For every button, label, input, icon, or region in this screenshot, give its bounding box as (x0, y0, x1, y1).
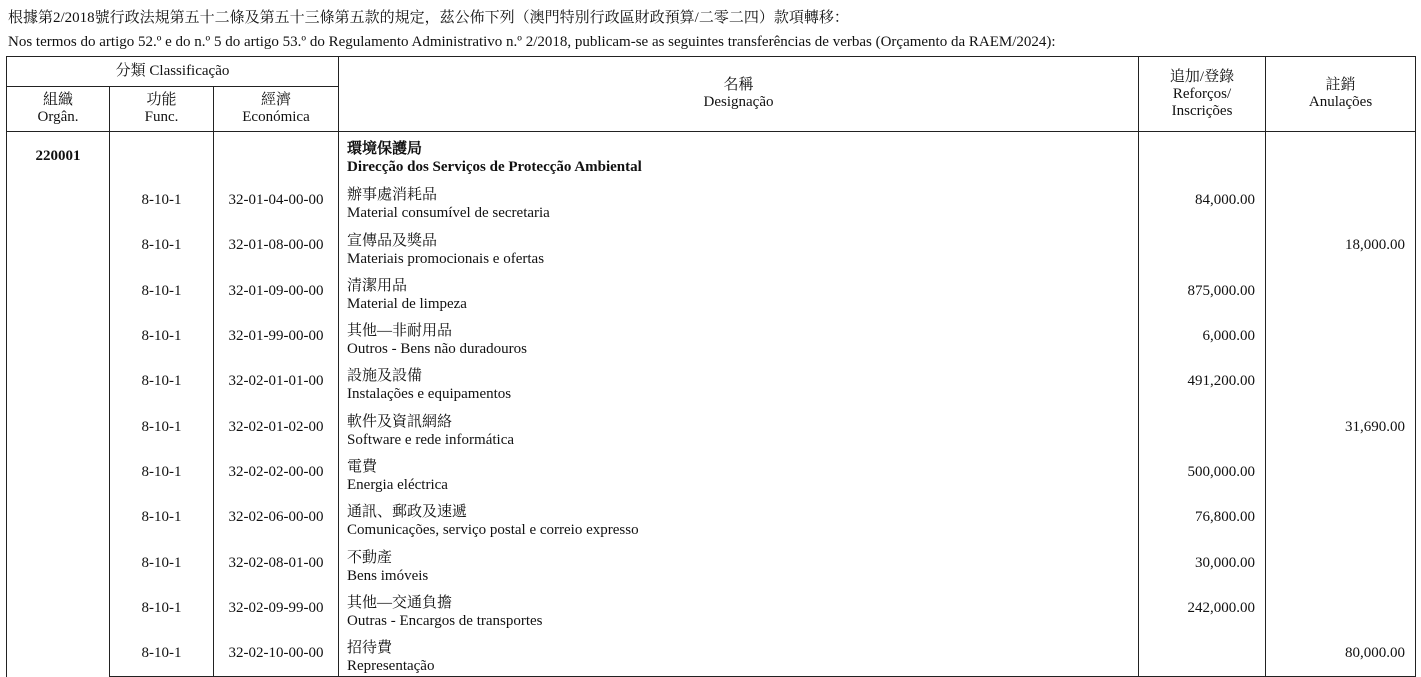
item-name-zh: 通訊、郵政及速遞 (347, 504, 468, 521)
entity-anu-cell (1266, 132, 1416, 179)
designation-header-zh: 名稱 (723, 77, 754, 93)
econ-code: 32-02-02-00-00 (214, 450, 339, 495)
table-row (7, 359, 1416, 404)
item-designation (339, 314, 1139, 359)
item-designation (339, 359, 1139, 404)
item-designation (339, 269, 1139, 314)
item-designation (339, 631, 1139, 677)
reinforcement-amount: 84,000.00 (1139, 178, 1266, 223)
reinforcement-amount: 30,000.00 (1139, 540, 1266, 585)
reinforcements-header-zh: 追加/登錄 (1169, 68, 1235, 85)
item-designation (339, 586, 1139, 631)
item-name-pt: Software e rede informática (347, 431, 515, 448)
item-designation (339, 178, 1139, 223)
item-designation (339, 540, 1139, 585)
func-code: 8-10-1 (110, 631, 214, 677)
reinforcements-header-pt2: Inscrições (1171, 102, 1233, 119)
entity-func-cell (110, 132, 214, 179)
budget-transfer-table (6, 56, 1416, 677)
econ-header (214, 87, 339, 132)
org-code: 220001 (7, 132, 110, 677)
cancellations-header (1266, 57, 1416, 132)
item-name-zh: 辦事處消耗品 (347, 187, 438, 204)
table-row (7, 540, 1416, 585)
item-name-pt: Outros - Bens não duradouros (347, 341, 527, 358)
func-code: 8-10-1 (110, 540, 214, 585)
entity-ref-cell (1139, 132, 1266, 179)
reinforcement-amount: 76,800.00 (1139, 495, 1266, 540)
cancellation-amount (1266, 586, 1416, 631)
cancellation-amount (1266, 450, 1416, 495)
econ-code: 32-02-10-00-00 (214, 631, 339, 677)
cancellation-amount (1266, 495, 1416, 540)
econ-code: 32-02-08-01-00 (214, 540, 339, 585)
func-code: 8-10-1 (110, 404, 214, 449)
item-name-pt: Representação (347, 658, 435, 675)
designation-header (339, 57, 1139, 132)
func-code: 8-10-1 (110, 223, 214, 268)
org-header (7, 87, 110, 132)
func-code: 8-10-1 (110, 495, 214, 540)
econ-header-pt: Económica (242, 109, 310, 125)
item-name-zh: 其他—交通負擔 (347, 594, 453, 611)
reinforcement-amount: 6,000.00 (1139, 314, 1266, 359)
cancellation-amount: 31,690.00 (1266, 404, 1416, 449)
cancellation-amount (1266, 359, 1416, 404)
cancellation-amount (1266, 178, 1416, 223)
item-name-pt: Material consumível de secretaria (347, 205, 550, 222)
entity-row (7, 132, 1416, 179)
cancellation-amount (1266, 314, 1416, 359)
econ-code: 32-02-09-99-00 (214, 586, 339, 631)
econ-code: 32-01-99-00-00 (214, 314, 339, 359)
item-name-pt: Energia eléctrica (347, 477, 448, 494)
table-row (7, 631, 1416, 677)
func-code: 8-10-1 (110, 359, 214, 404)
item-name-zh: 不動產 (347, 549, 393, 566)
item-name-pt: Instalações e equipamentos (347, 386, 512, 403)
item-name-zh: 其他—非耐用品 (347, 323, 453, 340)
reinforcement-amount: 875,000.00 (1139, 269, 1266, 314)
econ-code: 32-02-06-00-00 (214, 495, 339, 540)
item-name-pt: Materiais promocionais e ofertas (347, 250, 545, 267)
item-name-zh: 宣傳品及獎品 (347, 232, 438, 249)
reinforcements-header-pt1: Reforços/ (1172, 85, 1232, 102)
cancellations-header-pt: Anulações (1308, 94, 1373, 110)
reinforcement-amount: 242,000.00 (1139, 586, 1266, 631)
cancellation-amount: 80,000.00 (1266, 631, 1416, 677)
econ-code: 32-02-01-01-00 (214, 359, 339, 404)
func-header-pt: Func. (144, 109, 179, 125)
func-code: 8-10-1 (110, 450, 214, 495)
table-row (7, 314, 1416, 359)
org-header-pt: Orgân. (37, 109, 79, 125)
reinforcement-amount (1139, 631, 1266, 677)
econ-code: 32-01-08-00-00 (214, 223, 339, 268)
item-name-zh: 設施及設備 (347, 368, 423, 385)
reinforcements-header (1139, 57, 1266, 132)
entity-designation (339, 132, 1139, 179)
item-designation (339, 495, 1139, 540)
item-name-pt: Bens imóveis (347, 567, 429, 584)
reinforcement-amount (1139, 223, 1266, 268)
table-row (7, 495, 1416, 540)
item-name-zh: 電費 (347, 459, 378, 476)
table-row (7, 223, 1416, 268)
intro-text-portuguese: Nos termos do artigo 52.º e do n.º 5 do artigo 53.º do Regulamento Administrativo n.º 2/2018, publicam-se as seguintes transferências de verbas (Orçamento da RAEM/2024): (8, 34, 1056, 50)
designation-header-pt: Designação (703, 94, 774, 110)
entity-econ-cell (214, 132, 339, 179)
table-body (7, 132, 1416, 677)
table-row (7, 404, 1416, 449)
entity-name-zh: 環境保護局 (347, 141, 423, 157)
item-name-zh: 軟件及資訊網絡 (347, 413, 453, 430)
func-code: 8-10-1 (110, 586, 214, 631)
func-code: 8-10-1 (110, 314, 214, 359)
table-header (7, 57, 1416, 132)
func-header (110, 87, 214, 132)
item-designation (339, 223, 1139, 268)
cancellation-amount: 18,000.00 (1266, 223, 1416, 268)
table-row (7, 178, 1416, 223)
econ-code: 32-02-01-02-00 (214, 404, 339, 449)
item-name-zh: 招待費 (347, 640, 393, 657)
item-name-pt: Comunicações, serviço postal e correio expresso (347, 522, 639, 539)
item-name-pt: Material de limpeza (347, 295, 467, 312)
table-row (7, 269, 1416, 314)
table-row (7, 586, 1416, 631)
item-designation (339, 450, 1139, 495)
table-row (7, 450, 1416, 495)
reinforcement-amount: 491,200.00 (1139, 359, 1266, 404)
func-header-zh: 功能 (146, 92, 177, 108)
item-name-zh: 清潔用品 (347, 277, 408, 294)
econ-header-zh: 經濟 (261, 92, 292, 108)
reinforcement-amount: 500,000.00 (1139, 450, 1266, 495)
entity-name-pt: Direcção dos Serviços de Protecção Ambiental (347, 159, 642, 175)
econ-code: 32-01-09-00-00 (214, 269, 339, 314)
econ-code: 32-01-04-00-00 (214, 178, 339, 223)
cancellation-amount (1266, 269, 1416, 314)
item-name-pt: Outras - Encargos de transportes (347, 612, 543, 629)
cancellation-amount (1266, 540, 1416, 585)
reinforcement-amount (1139, 404, 1266, 449)
item-designation (339, 404, 1139, 449)
cancellations-header-zh: 註銷 (1325, 77, 1356, 93)
org-header-zh: 組織 (42, 92, 73, 108)
func-code: 8-10-1 (110, 269, 214, 314)
intro-text-chinese: 根據第2/2018號行政法規第五十二條及第五十三條第五款的規定，茲公佈下列（澳門特別行政區財政預算/二零二四）款項轉移： (8, 10, 849, 26)
classification-header: 分類 Classificação (7, 57, 339, 87)
func-code: 8-10-1 (110, 178, 214, 223)
